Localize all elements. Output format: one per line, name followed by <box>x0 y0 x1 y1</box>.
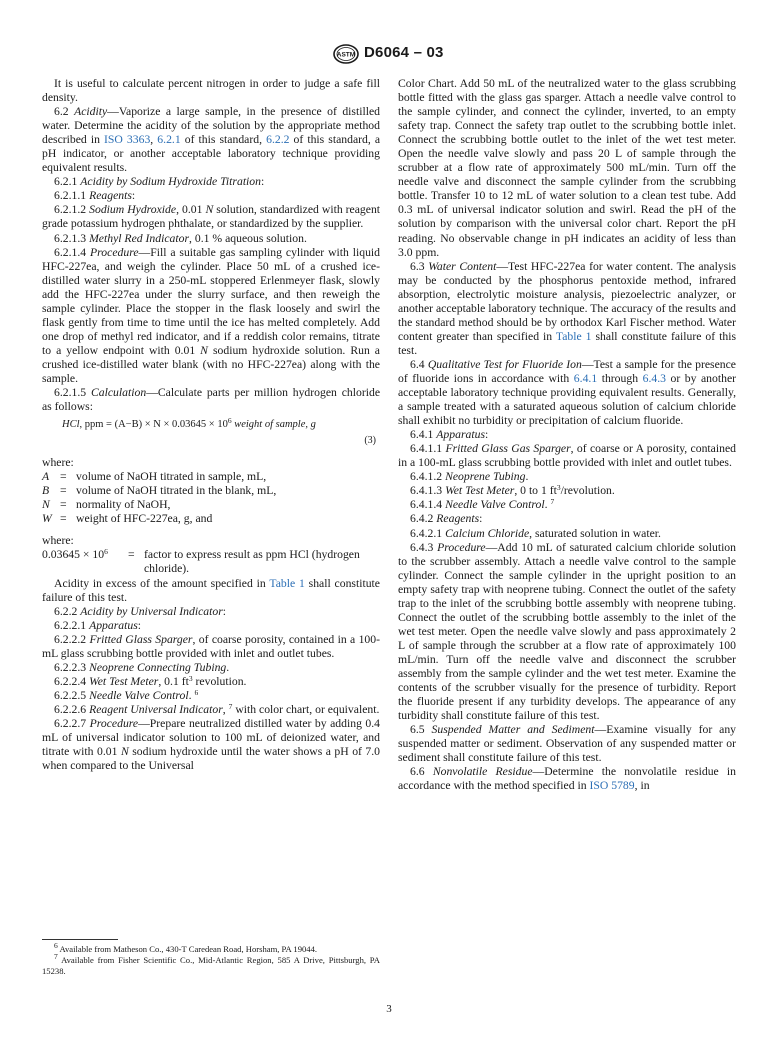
footnote-ref-6: 6 <box>194 687 199 697</box>
footnote-ref-7: 7 <box>550 497 555 507</box>
section-6-2-2-1: 6.2.2.1 Apparatus: <box>54 618 142 632</box>
equation-number: (3) <box>364 435 376 447</box>
section-6-4-1-2: 6.4.1.2 Neoprene Tubing. <box>410 470 529 484</box>
section-6-2-1: 6.2.1 Acidity by Sodium Hydroxide Titration: <box>54 175 265 189</box>
variable-list <box>42 470 276 526</box>
section-6-2-1-3: 6.2.1.3 Methyl Red Indicator, 0.1 % aqueous solution. <box>54 231 307 245</box>
section-6-2-1-1: 6.2.1.1 Reagents: <box>54 189 136 203</box>
link-table-1[interactable]: Table 1 <box>269 576 305 590</box>
factor-definition: $0.03645 \times 10^6$ = factor to express result as ppm HCl (hydrogen chloride). <box>42 547 360 576</box>
left-column <box>42 77 380 773</box>
document-designation: D6064 – 03 <box>364 44 444 61</box>
section-6-2-2: 6.2.2 Acidity by Universal Indicator: <box>54 604 227 618</box>
footnotes <box>42 941 381 977</box>
variable-row: B = volume of NaOH titrated in the blank, mL, <box>42 484 277 498</box>
procedure-continued: Color Chart. Add 50 mL of the neutralized water to the glass scrubbing bottle fitted with the glass gas sparger. Attach a needle valve control to the sample cylinder, and connect the cylinder, inverted, to an empty safety trap. Connect the safety trap outlet to the scrubbing bottle inlet. Connect the scrubbing bottle outlet to the inlet of the wet test meter. Open the needle valve slowly and pass 20 L of sample through the scrubber at a flow rate of approximately 500 mL/min. Turn off the needle valve and disconnect the sample cylinder from the scrubbing bottle. Transfer 10 to 12 mL of water solution to a clean test tube. Add 0.3 mL of universal indicator solution and swirl. Read the pH of the solution by comparison with the universal color chart. Report the pH reading. No observable change in pH indicates an acidity of less than 3.0 ppm. <box>398 77 736 259</box>
footnote-6: $^6$ Available from Matheson Co., 430-T Caredean Road, Horsham, PA 19044. <box>54 941 318 954</box>
section-6-4-3: 6.4.3 Procedure—Add 10 mL of saturated calcium chloride solution to the scrubber assembly. Attach a needle valve control to the sample cylinder. Connect the sample cylinder in the upright position to an empty safety trap with neoprene tubing. Connect the outlet of the safety trap to the inlet of the scrubbing bottle assembly with neoprene tubing. Connect the outlet of the scrubbing bottle assembly to the inlet of the wet test meter. Open the needle valve slowly and pass approximately 2 L of sample through the scrubber at a flow rate of approximately 100 mL/min. Turn off the needle valve and disconnect the scrubber assembly from the sample cylinder and the wet test meter. Examine the contents of the scrubber visually for the presence of turbidity. Report the fluoride present if any turbidity develops. The appearance of any turbidity shall constitute failure of this test. <box>398 540 736 723</box>
section-6-6: 6.6 Nonvolatile Residue—Determine the nonvolatile residue in accordance with the method specified in ISO 5789, in <box>398 765 737 793</box>
footnote-ref-7: 7 <box>228 701 233 711</box>
section-6-2-1-5: 6.2.1.5 Calculation—Calculate parts per million hydrogen chloride as follows: <box>42 386 381 414</box>
section-6-4-1-1: 6.4.1.1 Fritted Glass Gas Sparger, of coarse or A porosity, contained in a 100-mL glass scrubbing bottle provided with inlet and outlet tubes. <box>398 442 736 470</box>
link-iso-5789[interactable]: ISO 5789 <box>589 779 635 793</box>
section-6-3: 6.3 Water Content—Test HFC-227ea for water content. The analysis may be conducted by the phosphorus pentoxide method, infrared absorption, electrolytic moisture analysis, piezoelectric analyzer, or another acceptable laboratory technique. The accuracy of the results and the standard method should be by orthodox Karl Fischer method. Water content greater than specified in Table 1 shall constitute failure of this test. <box>398 259 737 357</box>
paragraph-nitrogen: It is useful to calculate percent nitrogen in order to judge a safe fill density. <box>42 77 380 105</box>
page-number: 3 <box>386 1003 392 1015</box>
section-6-2-2-3: 6.2.2.3 Neoprene Connecting Tubing. <box>54 660 230 674</box>
astm-logo-icon <box>333 44 359 64</box>
where-label: where: <box>42 534 74 548</box>
link-table-1[interactable]: Table 1 <box>555 329 592 343</box>
section-6-4-2: 6.4.2 Reagents: <box>410 512 483 526</box>
section-6-2: 6.2 Acidity—Vaporize a large sample, in the presence of distilled water. Determine the acidity of the solution by the appropriate method described in ISO 3363, 6.2.1 of this standard, 6.2.2 of this standard, a pH indicator, or another acceptable laboratory technique providing equivalent results. <box>42 105 381 175</box>
section-6-4: 6.4 Qualitative Test for Fluoride Ion—Test a sample for the presence of fluoride ions in accordance with 6.4.1 through 6.4.3 or by another acceptable laboratory technique providing equivalent results. Generally, a sample treated with a saturated aqueous solution of calcium chloride shall exhibit no turbidity or precipitation of calcium fluoride. <box>398 357 737 428</box>
section-6-2-2-4: 6.2.2.4 Wet Test Meter, 0.1 $ft^3$ revolution. <box>54 673 247 688</box>
section-6-2-1-4: 6.2.1.4 Procedure—Fill a suitable gas sampling cylinder with liquid HFC-227ea, and weigh the cylinder. Place 50 mL of a crushed ice-distilled water slurry in a 250-mL stoppered Erlenmeyer flask, slowly add the HFC-227ea under the slurry surface, and then reweigh the sample cylinder. Place the stopper in the flask loosely and swirl the flask gently from time to time until the ice has melted completely. Add one drop of methyl red indicator, and if a reddish color remains, titrate to a yellow endpoint with 0.01 N sodium hydroxide solution. Run a crushed ice-distilled water blank (with no HFC-227ea) along with the sample. <box>42 245 381 385</box>
variable-row: A = volume of NaOH titrated in sample, mL, <box>42 470 267 484</box>
section-6-2-1-2: 6.2.1.2 Sodium Hydroxide, 0.01 N solution, standardized with reagent grade potassium hydrogen phthalate, or standardized by the supplier. <box>42 203 381 231</box>
right-column <box>398 77 736 793</box>
page-header <box>0 42 778 66</box>
section-6-4-1-3: 6.4.1.3 Wet Test Meter, 0 to 1 $ft^3$/revolution. <box>410 483 615 498</box>
acidity-excess: Acidity in excess of the amount specified in Table 1 shall constitute failure of this test. <box>42 576 380 604</box>
section-6-2-2-7: 6.2.2.7 Procedure—Prepare neutralized distilled water by adding 0.4 mL of universal indicator solution to 100 mL of deionized water, and titrate with 0.01 N sodium hydroxide until the water shows a pH of 7.0 when compared to the Universal <box>42 716 381 773</box>
footnote-7: $^7$ Available from Fisher Scientific Co., Mid-Atlantic Region, 585 A Drive, Pittsburgh, PA 15238. <box>42 952 381 976</box>
where-label: where: <box>42 456 74 470</box>
link-6-2-2[interactable]: 6.2.2 <box>266 133 290 147</box>
section-6-4-1-4: 6.4.1.4 Needle Valve Control. $^7$ <box>410 497 555 512</box>
section-6-2-2-2: 6.2.2.2 Fritted Glass Sparger, of coarse porosity, contained in a 100-mL glass scrubbing bottle provided with inlet and outlet tubes. <box>42 632 380 660</box>
svg-text:ASTM: ASTM <box>336 51 356 59</box>
link-6-2-1[interactable]: 6.2.1 <box>157 133 181 147</box>
section-6-4-2-1: 6.4.2.1 Calcium Chloride, saturated solution in water. <box>410 526 661 540</box>
link-iso-3363[interactable]: ISO 3363 <box>104 133 151 147</box>
section-6-2-2-5: 6.2.2.5 Needle Valve Control. $^6$ <box>54 687 199 702</box>
variable-row: N = normality of NaOH, <box>42 498 171 512</box>
link-6-4-1[interactable]: 6.4.1 <box>573 371 598 385</box>
variable-row: W = weight of HFC-227ea, g, and <box>42 512 213 526</box>
footnote-divider <box>42 939 118 940</box>
section-6-5: 6.5 Suspended Matter and Sediment—Examine visually for any suspended matter or sediment. Observation of any suspended matter or sediment shall constitute failure of this test. <box>398 723 737 765</box>
equation-3: HCl, ppm = $(A-B) \times N \times 0.03645 \times 10^6$ weight of sample, g (3) <box>42 416 380 456</box>
section-6-2-2-6: 6.2.2.6 Reagent Universal Indicator, $^7$ with color chart, or equivalent. <box>54 701 380 716</box>
link-6-4-3[interactable]: 6.4.3 <box>642 371 666 385</box>
section-6-4-1: 6.4.1 Apparatus: <box>410 428 489 442</box>
